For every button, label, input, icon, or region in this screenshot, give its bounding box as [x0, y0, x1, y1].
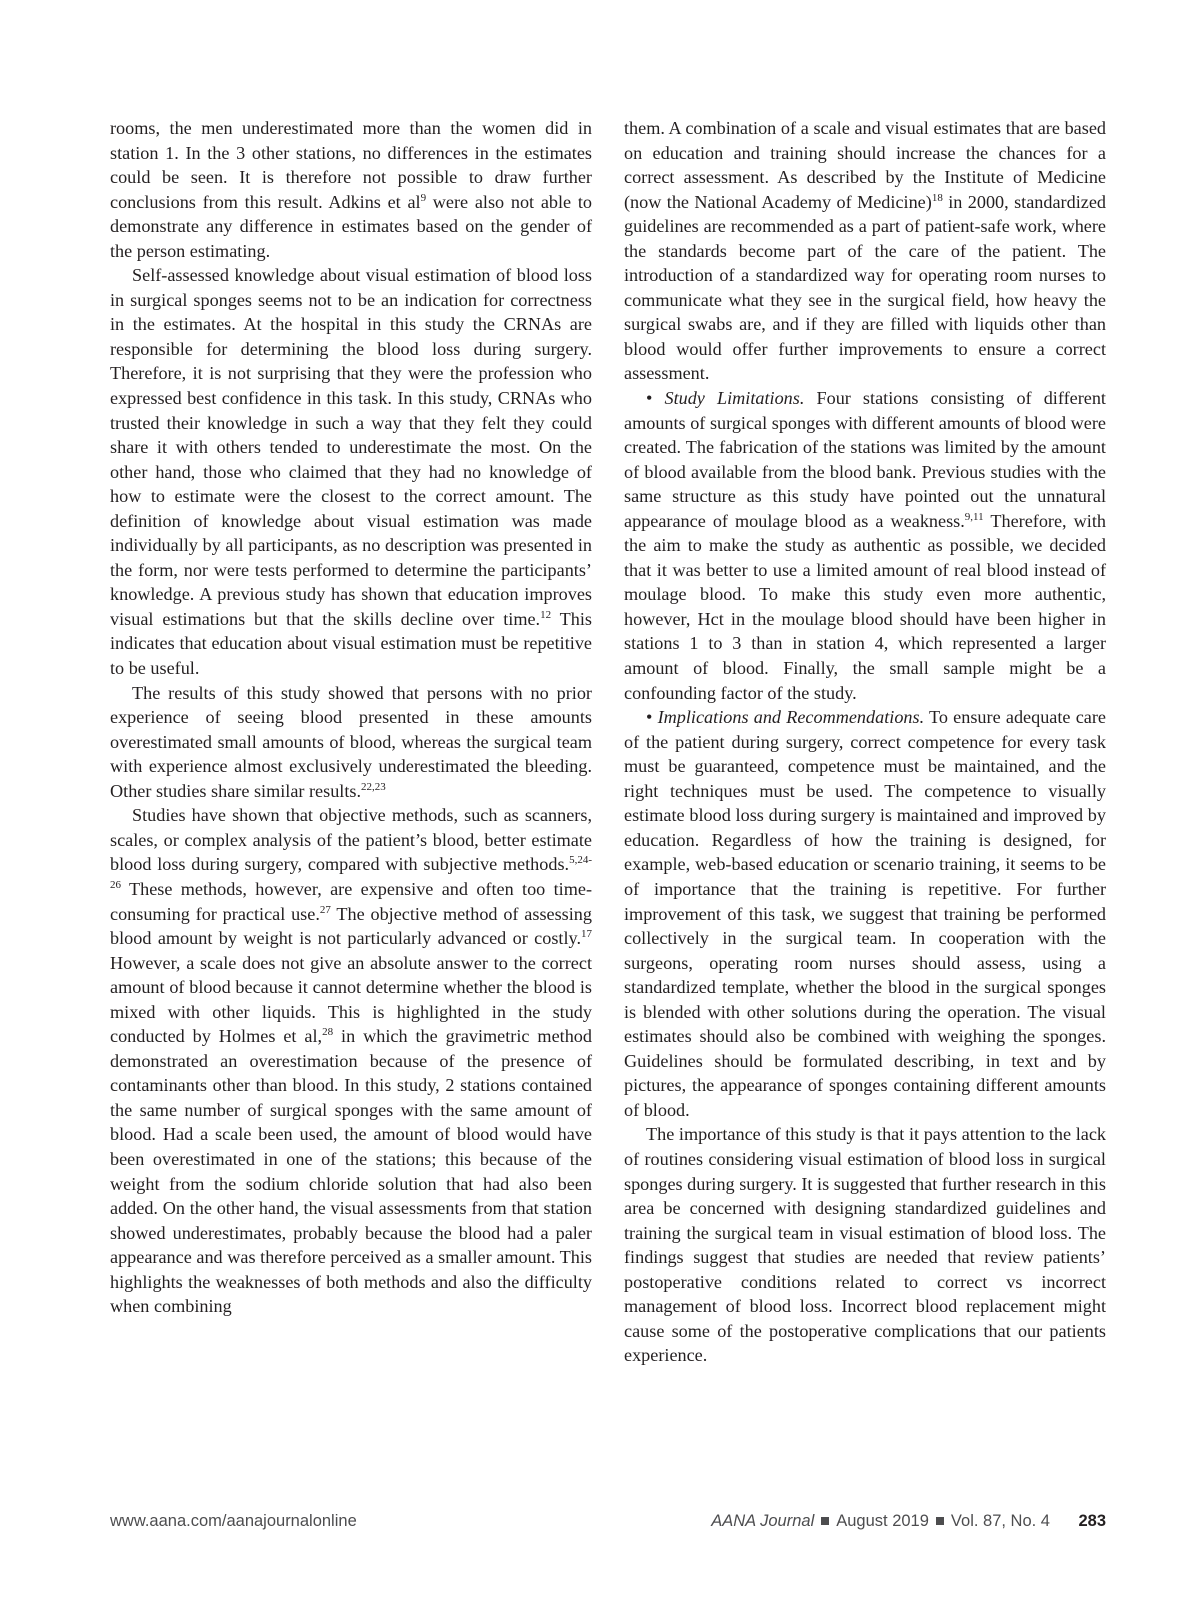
square-bullet-icon — [936, 1517, 944, 1525]
journal-name: AANA Journal — [711, 1512, 815, 1530]
bullet: • — [646, 388, 665, 409]
citation-ref[interactable]: 5,24-26 — [110, 854, 592, 891]
volume-issue: Vol. 87, No. 4 — [950, 1512, 1050, 1530]
section-heading-study-limitations: Study Limitations. — [664, 388, 805, 409]
journal-citation — [711, 1512, 1050, 1531]
paragraph-implications: • Implications and Recommendations. To ensure adequate care of the patient during surgery, correct competence for every task must be guaranteed, competence must be maintained, and the right techniques must be used. The competence to visually estimate blood loss during surgery is maintained and improved by education. Regardless of how the training is designed, for example, web-based education or scenario training, it seems to be of importance that the training is repetitive. For further improvement of this task, we suggest that training be performed collectively in the surgical team. In cooperation with the surgeons, operating room nurses should assess, using a standardized template, whether the blood in the surgical sponges is blended with other solutions during the operation. The visual estimates should also be combined with weighing the sponges. Guidelines should be formulated describing, in text and by pictures, the appearance of sponges containing different amounts of blood. — [624, 707, 1106, 1120]
citation-ref[interactable]: 9,11 — [964, 510, 984, 523]
citation-ref[interactable]: 12 — [540, 608, 552, 621]
paragraph: The importance of this study is that it pays attention to the lack of routines considering visual estimation of blood loss in surgical sponges during surgery. It is suggested that further research in this area be concerned with designing standardized guidelines and training the surgical team in visual estimation of blood loss. The findings suggest that studies are needed that review patients’ postoperative conditions related to correct vs incorrect management of blood loss. Incorrect blood replacement might cause some of the postoperative complications that our patients experience. — [624, 1124, 1106, 1366]
page-number: 283 — [1078, 1512, 1106, 1530]
paragraph: Self-assessed knowledge about visual estimation of blood loss in surgical sponges seems not to be an indication for correctness in the estimates. At the hospital in this study the CRNAs are responsible for determining the blood loss during surgery. Therefore, it is not surprising that they were the profession who expressed best confidence in this task. In this study, CRNAs who trusted their knowledge in such a way that they felt they could share it with others tended to underestimate the most. On the other hand, those who claimed that they had no knowledge of how to estimate were the closest to the correct amount. The definition of knowledge about visual estimation was made individually by all participants, as no description was presented in the form, nor were tests performed to determine the participants’ knowledge. A previous study has shown that education improves visual estimations but that the skills decline over time.$^{12}$ This indicates that education about visual estimation must be repetitive to be useful. — [110, 265, 592, 679]
citation-ref[interactable]: 18 — [931, 191, 943, 204]
left-column — [110, 116, 592, 1319]
citation-ref[interactable]: 17 — [581, 927, 592, 940]
paragraph: Studies have shown that objective methods, such as scanners, scales, or complex analysis of the patient’s blood, better estimate blood loss during surgery, compared with subjective methods.$^{5,24-26}$ These methods, however, are expensive and often too time-consuming for practical use.$^{27}$ The objective method of assessing blood amount by weight is not particularly advanced or costly.$^{17}$ However, a scale does not give an absolute answer to the correct amount of blood because it cannot determine whether the blood is mixed with other liquids. This is highlighted in the study conducted by Holmes et al,$^{28}$ in which the gravimetric method demonstrated an overestimation because of the presence of contaminants other than blood. In this study, 2 stations contained the same number of surgical sponges with the same amount of blood. Had a scale been used, the amount of blood would have been overestimated in one of the stations; this because of the weight from the sodium chloride solution that had also been added. On the other hand, the visual assessments from that station showed underestimates, probably because the blood had a paler appearance and was therefore perceived as a smaller amount. This highlights the weaknesses of both methods and also the difficulty when combining — [110, 805, 592, 1317]
citation-ref[interactable]: 28 — [322, 1026, 334, 1039]
journal-url-link[interactable]: www.aana.com/aanajournalonline — [110, 1512, 357, 1530]
citation-ref[interactable]: 22,23 — [361, 780, 386, 793]
paragraph-study-limitations: • Study Limitations. Four stations consisting of different amounts of surgical sponges with different amounts of blood were created. The fabrication of the stations was limited by the amount of blood available from the blood bank. Previous studies with the same structure as this study have pointed out the unnatural appearance of moulage blood as a weakness.$^{9,11}$ Therefore, with the aim to make the study as authentic as possible, we decided that it was better to use a limited amount of real blood instead of moulage blood. To make this study even more authentic, however, Hct in the moulage blood should have been higher in stations 1 to 3 than in station 4, which represented a larger amount of blood. Finally, the small sample might be a confounding factor of the study. — [624, 388, 1106, 703]
square-bullet-icon — [821, 1517, 829, 1525]
section-heading-implications: Implications and Recommendations. — [657, 707, 925, 728]
right-column — [624, 116, 1106, 1368]
page-footer — [110, 1512, 1106, 1536]
issue-date: August 2019 — [836, 1512, 929, 1530]
citation-ref[interactable]: 9 — [420, 191, 427, 204]
paragraph: The results of this study showed that persons with no prior experience of seeing blood presented in these amounts overestimated small amounts of blood, whereas the surgical team with experience almost exclusively underestimated the bleeding. Other studies share similar results.$^{22,23}$ — [110, 682, 592, 801]
paragraph: rooms, the men underestimated more than the women did in station 1. In the 3 other stations, no differences in the estimates could be seen. It is therefore not possible to draw further conclusions from this result. Adkins et $al^9$ were also not able to demonstrate any difference in estimates based on the gender of the person estimating. — [110, 118, 592, 261]
paragraph: them. A combination of a scale and visual estimates that are based on education and training should increase the chances for a correct assessment. As described by the Institute of Medicine (now the National Academy of Medicine)$^{18}$ in 2000, standardized guidelines are recommended as a part of patient-safe work, where the standards become part of the care of the patient. The introduction of a standardized way for operating room nurses to communicate what they see in the surgical field, how heavy the surgical swabs are, and if they are filled with liquids other than blood would offer further improvements to ensure a correct assessment. — [624, 118, 1106, 384]
bullet: • — [646, 707, 658, 728]
citation-ref[interactable]: 27 — [319, 903, 331, 916]
